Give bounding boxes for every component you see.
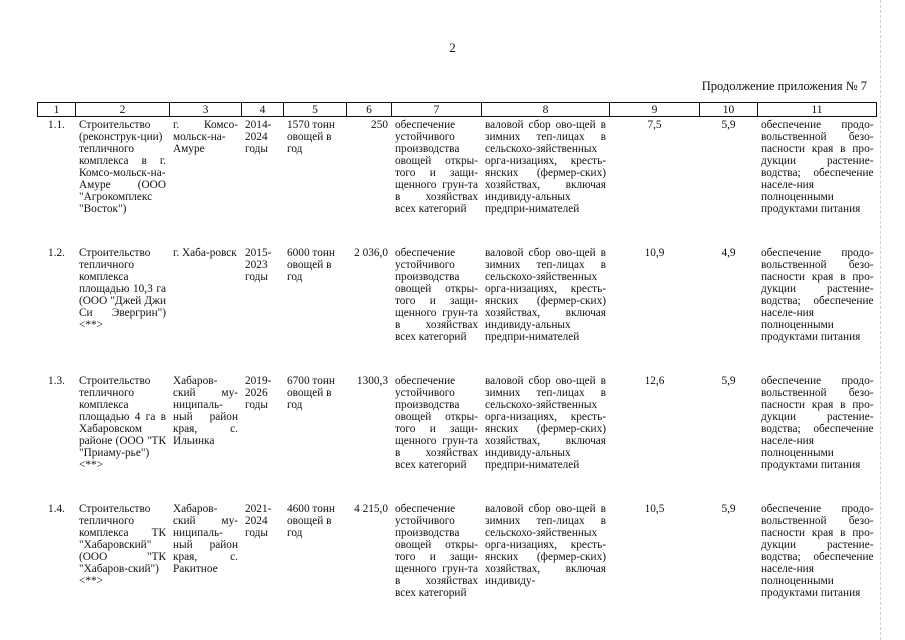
column-header: 3 bbox=[170, 103, 242, 117]
column-header: 5 bbox=[284, 103, 347, 117]
indicator-value-col9: 10,5 bbox=[644, 503, 665, 515]
page-number: 2 bbox=[449, 40, 456, 55]
table-row bbox=[38, 117, 877, 246]
project-goal: обеспечение устойчивого производства овощей откры-того и защи-щенного грун-та в хозяйствах всех категорий bbox=[395, 119, 478, 215]
table-row bbox=[38, 501, 877, 621]
project-location: Хабаров-ский му-ниципаль-ный район края, с. Ракитное bbox=[173, 503, 238, 575]
project-location: г. Хаба-ровск bbox=[173, 247, 237, 259]
expected-result: обеспечение продо-вольственной безо-пасности края в про-дукции растение-водства; обеспечение населе-ния полноценными продуктами питания bbox=[761, 375, 874, 471]
page-edge-line bbox=[880, 0, 881, 640]
table-body bbox=[38, 117, 877, 622]
indicator-value-col10: 5,9 bbox=[721, 375, 736, 387]
project-period: 2021-2024 годы bbox=[245, 503, 272, 539]
expected-result: обеспечение продо-вольственной безо-пасности края в про-дукции растение-водства; обеспечение населе-ния полноценными продуктами питания bbox=[761, 503, 874, 599]
row-number: 1.1. bbox=[48, 119, 65, 131]
project-name: Строительство тепличного комплекса площадью 10,3 га (ООО "Джей Джи Си Эвергрин") <**> bbox=[79, 247, 166, 331]
column-header: 1 bbox=[38, 103, 76, 117]
table-header bbox=[38, 103, 877, 117]
indicator-value-col10: 5,9 bbox=[721, 503, 736, 515]
project-amount: 4 215,0 bbox=[354, 503, 388, 515]
project-name: Строительство тепличного комплекса площадью 4 га в Хабаровском районе (ООО "ТК "Приаму-рье") <**> bbox=[79, 375, 166, 471]
project-capacity: 6700 тонн овощей в год bbox=[287, 375, 335, 411]
project-period: 2015-2023 годы bbox=[245, 247, 272, 283]
column-header: 11 bbox=[758, 103, 877, 117]
column-header: 4 bbox=[242, 103, 284, 117]
table-row bbox=[38, 245, 877, 373]
appendix-continuation-note: Продолжение приложения № 7 bbox=[701, 79, 867, 93]
project-amount: 250 bbox=[371, 119, 388, 131]
project-indicator: валовой сбор ово-щей в зимних теп-лицах в сельскохо-зяйственных орга-низациях, кресть-янских (фермер-ских) хозяйствах, включая индивиду- bbox=[485, 503, 606, 587]
project-period: 2014-2024 годы bbox=[245, 119, 272, 155]
project-indicator: валовой сбор ово-щей в зимних теп-лицах в сельскохо-зяйственных орга-низациях, кресть-янских (фермер-ских) хозяйствах, включая индивиду-альных предпри-нимателей bbox=[485, 375, 606, 471]
column-header: 6 bbox=[347, 103, 392, 117]
column-header: 7 bbox=[392, 103, 482, 117]
project-capacity: 6000 тонн овощей в год bbox=[287, 247, 335, 283]
project-indicator: валовой сбор ово-щей в зимних теп-лицах в сельскохо-зяйственных орга-низациях, кресть-янских (фермер-ских) хозяйствах, включая индивиду-альных предпри-нимателей bbox=[485, 247, 606, 343]
row-number: 1.2. bbox=[48, 247, 65, 259]
expected-result: обеспечение продо-вольственной безо-пасности края в про-дукции растение-водства; обеспечение населе-ния полноценными продуктами питания bbox=[761, 247, 874, 343]
indicator-value-col10: 5,9 bbox=[721, 119, 736, 131]
header-row bbox=[38, 103, 877, 117]
project-capacity: 1570 тонн овощей в год bbox=[287, 119, 335, 155]
project-goal: обеспечение устойчивого производства овощей откры-того и защи-щенного грун-та в хозяйствах всех категорий bbox=[395, 503, 478, 599]
column-header: 2 bbox=[76, 103, 170, 117]
indicator-value-col9: 7,5 bbox=[647, 119, 662, 131]
project-location: Хабаров-ский му-ниципаль-ный район края, с. Ильинка bbox=[173, 375, 238, 447]
project-name: Строительство (реконструк-ции) тепличного комплекса в г. Комсо-мольск-на-Амуре (ООО "Агрокомплекс "Восток") bbox=[79, 119, 166, 215]
project-amount: 2 036,0 bbox=[354, 247, 388, 259]
row-number: 1.4. bbox=[48, 503, 65, 515]
project-amount: 1300,3 bbox=[356, 375, 388, 387]
project-capacity: 4600 тонн овощей в год bbox=[287, 503, 335, 539]
row-number: 1.3. bbox=[48, 375, 65, 387]
indicator-value-col10: 4,9 bbox=[721, 247, 736, 259]
projects-table bbox=[37, 102, 877, 621]
column-header: 10 bbox=[700, 103, 758, 117]
project-period: 2019-2026 годы bbox=[245, 375, 272, 411]
project-goal: обеспечение устойчивого производства овощей откры-того и защи-щенного грун-та в хозяйствах всех категорий bbox=[395, 247, 478, 343]
indicator-value-col9: 10,9 bbox=[644, 247, 665, 259]
expected-result: обеспечение продо-вольственной безо-пасности края в про-дукции растение-водства; обеспечение населе-ния полноценными продуктами питания bbox=[761, 119, 874, 215]
project-indicator: валовой сбор ово-щей в зимних теп-лицах в сельскохо-зяйственных орга-низациях, кресть-янских (фермер-ских) хозяйствах, включая индивиду-альных предпри-нимателей bbox=[485, 119, 606, 215]
indicator-value-col9: 12,6 bbox=[644, 375, 665, 387]
column-header: 8 bbox=[482, 103, 610, 117]
project-name: Строительство тепличного комплекса ТК "Хабаровский" (ООО "ТК "Хабаров-ский") <**> bbox=[79, 503, 166, 587]
project-location: г. Комсо-мольск-на-Амуре bbox=[173, 119, 238, 155]
project-goal: обеспечение устойчивого производства овощей откры-того и защи-щенного грун-та в хозяйствах всех категорий bbox=[395, 375, 478, 471]
column-header: 9 bbox=[610, 103, 700, 117]
table-row bbox=[38, 373, 877, 501]
